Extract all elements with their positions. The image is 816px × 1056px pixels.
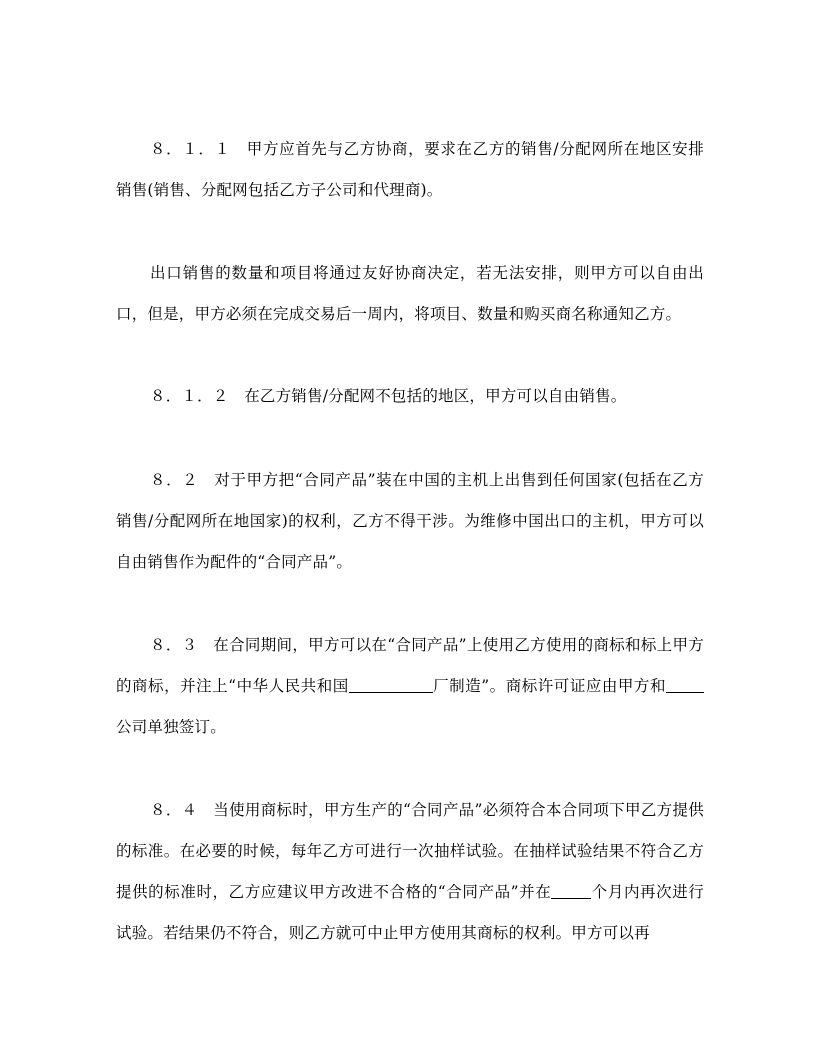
clause-8-3-text-part1: ８．３ 在合同期间，甲方可以在“合同产品”上使用乙方使用的商标和标上甲方的商标，并注上“中华人民共和国 <box>116 636 704 695</box>
clause-8-4 <box>116 790 704 954</box>
clause-8-1-2-text: ８．１．２ 在乙方销售/分配网不包括的地区，甲方可以自由销售。 <box>150 387 627 405</box>
clause-8-4-text-part1: ８．４ 当使用商标时，甲方生产的“合同产品”必须符合本合同项下甲乙方提供的标准。在必要的时候，每年乙方可进行一次抽样试验。在抽样试验结果不符合乙方提供的标准时，乙方应建议甲方改进不合格的“合同产品”并在 <box>116 801 704 901</box>
clause-8-2-text: ８．２ 对于甲方把“合同产品”装在中国的主机上出售到任何国家(包括在乙方销售/分配网所在地国家)的权利，乙方不得干涉。为维修中国出口的主机，甲方可以自由销售作为配件的“合同产品”。 <box>116 471 704 571</box>
months-blank <box>551 882 591 899</box>
clause-8-1-1 <box>116 129 704 211</box>
clause-8-2 <box>116 460 704 583</box>
company-name-blank <box>666 676 704 693</box>
factory-name-blank <box>349 676 433 693</box>
clause-8-1-1-text: ８．１．１ 甲方应首先与乙方协商，要求在乙方的销售/分配网所在地区安排销售(销售、分配网包括乙方子公司和代理商)。 <box>116 140 704 199</box>
clause-8-1-1-continuation-text: 出口销售的数量和项目将通过友好协商决定，若无法安排，则甲方可以自由出口，但是，甲方必须在完成交易后一周内，将项目、数量和购买商名称通知乙方。 <box>116 264 704 323</box>
clause-8-4-text-part2: 个月内再次进行试验。若结果仍不符合，则乙方就可中止甲方使用其商标的权利。甲方可以再 <box>116 883 705 942</box>
clause-8-3-text-part2: 厂制造”。商标许可证应由甲方和 <box>432 677 666 695</box>
clause-8-3-text-part3: 公司单独签订。 <box>116 718 226 736</box>
clause-8-1-2 <box>116 376 704 417</box>
clause-8-3 <box>116 625 704 748</box>
clause-8-1-1-continuation <box>116 253 704 335</box>
